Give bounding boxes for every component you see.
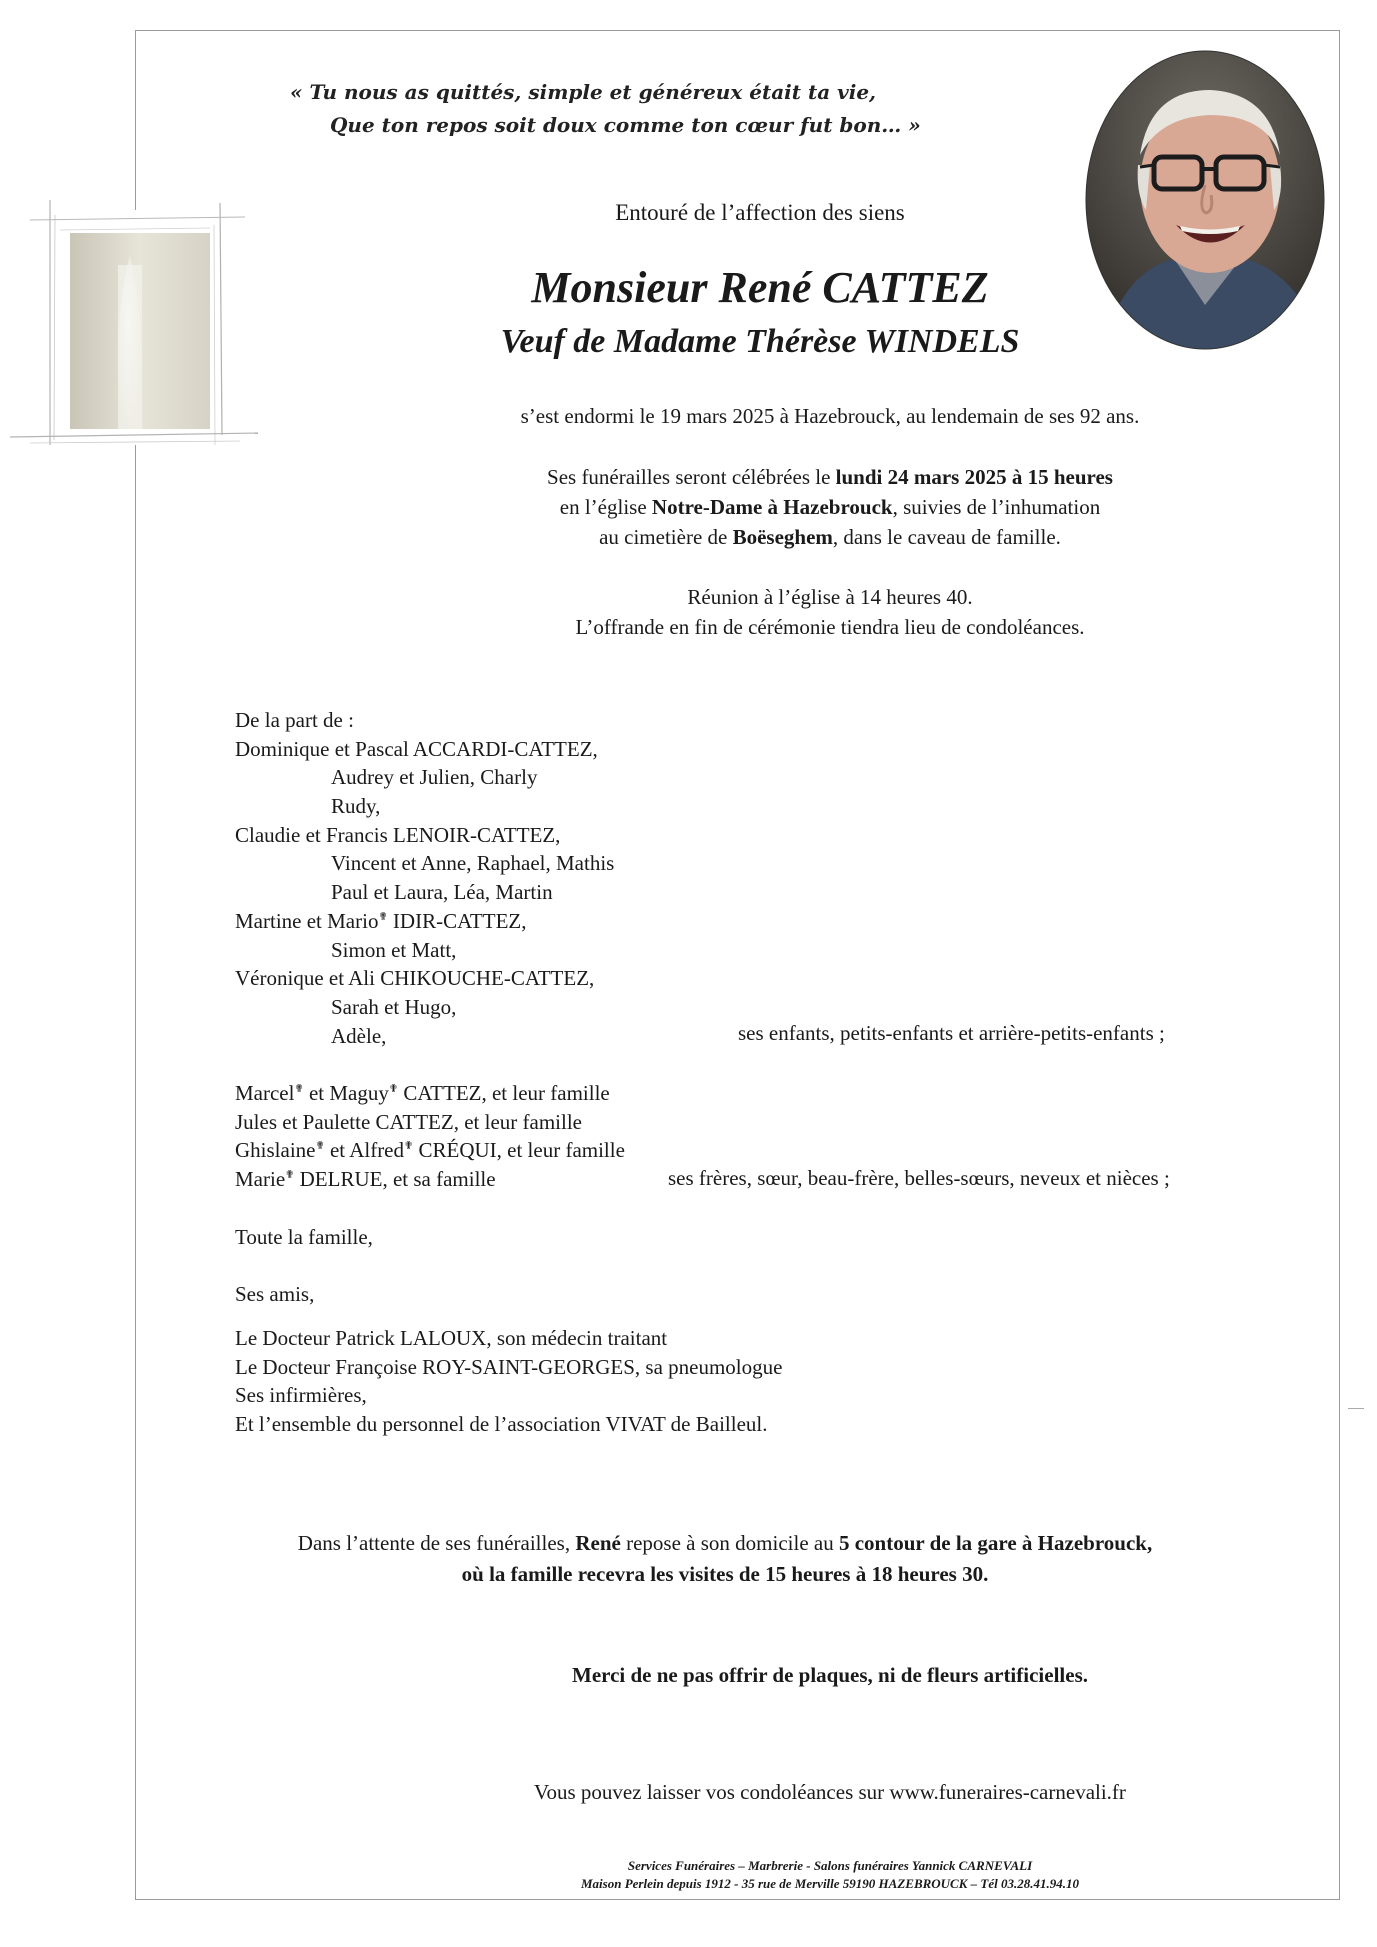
- care-team-list: [235, 1324, 782, 1439]
- deceased-cross-icon: ✟: [378, 910, 388, 923]
- funeral-line-1: [330, 462, 1330, 492]
- family-member: [235, 907, 614, 936]
- visitation-text: repose à son domicile au: [620, 1531, 839, 1555]
- footer-line-2: Maison Perlein depuis 1912 - 35 rue de Merville 59190 HAZEBROUCK – Tél 03.28.41.94.10: [581, 1876, 1079, 1891]
- member-name: Ghislaine: [235, 1138, 316, 1163]
- family-member: Vincent et Anne, Raphael, Mathis: [331, 851, 615, 876]
- visitation-address: 5 contour de la gare à Hazebrouck,: [838, 1531, 1153, 1555]
- visitation-text: Dans l’attente de ses funérailles,: [297, 1531, 576, 1555]
- sibling-line: [235, 1165, 625, 1194]
- funeral-line-3: [330, 522, 1330, 552]
- reunion-details: [330, 582, 1330, 642]
- reunion-line-1: Réunion à l’église à 14 heures 40.: [687, 585, 973, 609]
- all-family-line: Toute la famille,: [235, 1225, 373, 1249]
- frame-top-border: [135, 30, 1340, 31]
- family-member: Dominique et Pascal ACCARDI-CATTEZ,: [235, 736, 598, 761]
- footer-line-1: Services Funéraires – Marbrerie - Salons funéraires Yannick CARNEVALI: [627, 1858, 1033, 1873]
- family-member: Adèle,: [331, 1023, 387, 1048]
- member-name: CATTEZ, et leur famille: [398, 1081, 610, 1105]
- children-list: [235, 706, 614, 1050]
- funeral-details: [330, 462, 1330, 552]
- quote-line-1: « Tu nous as quittés, simple et généreux était ta vie,: [290, 80, 877, 104]
- family-member: Sarah et Hugo,: [331, 994, 457, 1019]
- member-name: et Alfred: [324, 1138, 405, 1163]
- children-label: ses enfants, petits-enfants et arrière-petits-enfants ;: [738, 1021, 1165, 1045]
- family-member: Véronique et Ali CHIKOUCHE-CATTEZ,: [235, 966, 595, 991]
- frame-right-border: [1339, 30, 1340, 1900]
- care-team-line: Ses infirmières,: [235, 1383, 367, 1408]
- candle-illustration: [10, 195, 260, 455]
- death-announcement: s’est endormi le 19 mars 2025 à Hazebrouck, au lendemain de ses 92 ans.: [520, 404, 1140, 428]
- funeral-line-2: [330, 492, 1330, 522]
- funeral-cemetery: Boëseghem: [732, 525, 833, 549]
- intro-line: Entouré de l’affection des siens: [615, 200, 905, 225]
- funeral-text: , dans le caveau de famille.: [832, 525, 1061, 549]
- funeral-church: Notre-Dame à Hazebrouck: [651, 495, 893, 519]
- sibling-line: [235, 1136, 625, 1165]
- member-name: CRÉQUI, et leur famille: [413, 1138, 625, 1163]
- deceased-cross-icon: ✟: [315, 1140, 325, 1153]
- visitation-line-2: [180, 1559, 1270, 1590]
- sibling-line: Jules et Paulette CATTEZ, et leur famille: [235, 1109, 582, 1134]
- funeral-text: au cimetière de: [599, 525, 733, 549]
- deceased-cross-icon: ✟: [285, 1169, 295, 1182]
- family-member: Paul et Laura, Léa, Martin: [331, 880, 553, 905]
- siblings-label: ses frères, sœur, beau-frère, belles-sœurs, neveux et nièces ;: [668, 1166, 1170, 1190]
- deceased-name: Monsieur René CATTEZ: [531, 263, 989, 312]
- visitation-hours: où la famille recevra les visites de 15 heures à 18 heures 30.: [461, 1562, 989, 1586]
- frame-left-border-bottom: [135, 445, 136, 1900]
- member-name: IDIR-CATTEZ,: [387, 908, 527, 933]
- quote-line-2: Que ton repos soit doux comme ton cœur fut bon… »: [330, 113, 921, 137]
- funeral-text: , suivies de l’inhumation: [892, 495, 1101, 519]
- frame-left-border-top: [135, 30, 136, 210]
- widow-line: Veuf de Madame Thérèse WINDELS: [500, 323, 1020, 360]
- family-member: Audrey et Julien, Charly: [331, 765, 538, 790]
- member-name: Marie: [235, 1167, 286, 1192]
- family-intro: De la part de :: [235, 708, 354, 732]
- siblings-list: [235, 1079, 625, 1194]
- family-member: Claudie et Francis LENOIR-CATTEZ,: [235, 822, 561, 847]
- funeral-date: lundi 24 mars 2025 à 15 heures: [835, 465, 1113, 489]
- margin-tick: [1348, 1408, 1364, 1409]
- visitation-line-1: [180, 1528, 1270, 1559]
- friends-line: Ses amis,: [235, 1282, 315, 1306]
- reunion-line-2: L’offrande en fin de cérémonie tiendra lieu de condoléances.: [575, 615, 1085, 639]
- no-flowers-notice: Merci de ne pas offrir de plaques, ni de fleurs artificielles.: [572, 1663, 1088, 1687]
- funeral-text: Ses funérailles seront célébrées le: [547, 465, 836, 489]
- deceased-cross-icon: ✟: [404, 1140, 414, 1153]
- funeral-home-footer: [330, 1857, 1330, 1893]
- deceased-cross-icon: ✟: [294, 1083, 304, 1095]
- frame-bottom-border: [135, 1899, 1340, 1900]
- epitaph-quote: [290, 76, 930, 142]
- care-team-line: Et l’ensemble du personnel de l’association VIVAT de Bailleul.: [235, 1412, 768, 1437]
- visitation-details: [180, 1528, 1270, 1590]
- condolences-line: Vous pouvez laisser vos condoléances sur www.funeraires-carnevali.fr: [534, 1780, 1126, 1804]
- visitation-name: René: [575, 1531, 621, 1555]
- sibling-line: [235, 1079, 625, 1108]
- member-name: et Maguy: [303, 1081, 389, 1105]
- family-member: Simon et Matt,: [331, 937, 457, 962]
- care-team-line: Le Docteur Françoise ROY-SAINT-GEORGES, sa pneumologue: [235, 1354, 783, 1379]
- member-name: DELRUE, et sa famille: [294, 1167, 496, 1192]
- deceased-cross-icon: ✟: [388, 1083, 399, 1095]
- member-name: Marcel: [235, 1081, 295, 1105]
- care-team-line: Le Docteur Patrick LALOUX, son médecin traitant: [235, 1326, 668, 1350]
- funeral-text: en l’église: [559, 495, 652, 519]
- family-member: Rudy,: [331, 794, 381, 819]
- member-name: Martine et Mario: [235, 908, 379, 933]
